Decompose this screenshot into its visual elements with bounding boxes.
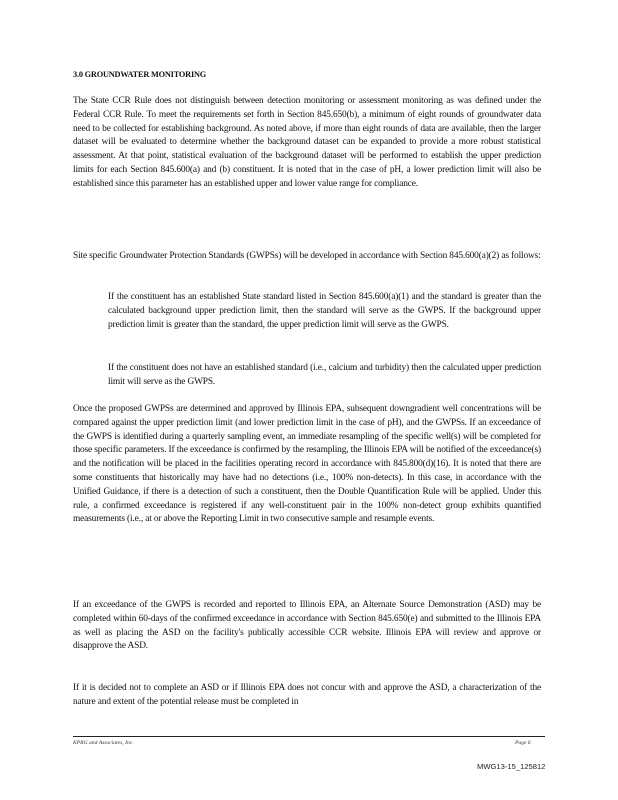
section-heading: 3.0 GROUNDWATER MONITORING bbox=[73, 70, 207, 79]
paragraph-text: If it is decided not to complete an ASD or if Illinois EPA does not concur with and approve the ASD, a characterization of the nature and extent of the potential release must be completed in bbox=[73, 683, 541, 707]
paragraph-text: The State CCR Rule does not distinguish between detection monitoring or assessment monitoring as was defined under the Federal CCR Rule. To meet the requirements set forth in Section 845.650(b), a minimum of eight rounds of groundwater data need to be collected for establishing background. As noted above, if more than eight rounds of data are available, then the larger dataset will be evaluated to determine whether the background dataset can be expanded to provide a more robust statistical assessment. At that point, statistical evaluation of the background dataset will be performed to establish the upper prediction limits for each Section 845.600(a) and (b) constituent. It is noted that in the case of pH, a lower prediction limit will also be established since this parameter has an established upper and lower value range for compliance. bbox=[73, 96, 541, 189]
list-item bbox=[89, 291, 541, 332]
list-item bbox=[89, 362, 541, 390]
paragraph-exceedance bbox=[73, 403, 541, 527]
paragraph-text: Site specific Groundwater Protection Standards (GWPSs) will be developed in accordance with Section 845.600(a)(2) as follows: bbox=[73, 251, 541, 261]
footer-company: KPRG and Associates, Inc. bbox=[73, 740, 134, 746]
list-item-text: If the constituent does not have an established standard (i.e., calcium and turbidity) then the calculated upper prediction limit will serve as the GWPS. bbox=[108, 363, 541, 387]
footer-page-number: Page 6 bbox=[515, 740, 531, 746]
paragraph-asd bbox=[73, 599, 541, 654]
paragraph-characterization bbox=[73, 682, 541, 710]
paragraph-text: If an exceedance of the GWPS is recorded and reported to Illinois EPA, an Alternate Source Demonstration (ASD) may be completed within 60-days of the confirmed exceedance in accordance with Section 845.650(e) and submitted to the Illinois EPA as well as placing the ASD on the facility's publically accessible CCR website. Illinois EPA will review and approve or disapprove the ASD. bbox=[73, 600, 541, 652]
paragraph-gwps-intro bbox=[73, 250, 541, 264]
paragraph-text: Once the proposed GWPSs are determined and approved by Illinois EPA, subsequent downgradient well concentrations will be compared against the upper prediction limit (and lower prediction limit in the case of pH), and the GWPSs. If an exceedance of the GWPS is identified during a quarterly sampling event, an immediate resampling of the specific well(s) will be completed for those specific parameters. If the exceedance is confirmed by the resampling, the Illinois EPA will be notified of the exceedance(s) and the notification will be placed in the facilities operating record in accordance with 845.800(d)(16). It is noted that there are some constituents that historically may have had no detections (i.e., 100% non-detects). In this case, in accordance with the Unified Guidance, if there is a detection of such a constituent, then the Double Quantification Rule will be applied. Under this rule, a confirmed exceedance is registered if any well-constituent pair in the 100% non-detect group exhibits quantified measurements (i.e., at or above the Reporting Limit in two consecutive sample and resample events. bbox=[73, 404, 541, 525]
document-id: MWG13-15_125812 bbox=[477, 762, 546, 771]
paragraph-detection-monitoring bbox=[73, 95, 541, 192]
footer-divider bbox=[73, 736, 545, 737]
list-item-text: If the constituent has an established State standard listed in Section 845.600(a)(1) and the standard is greater than the calculated background upper prediction limit, then the standard will serve as the GWPS. If the background upper prediction limit is greater than the standard, the upper prediction limit will serve as the GWPS. bbox=[108, 292, 541, 330]
